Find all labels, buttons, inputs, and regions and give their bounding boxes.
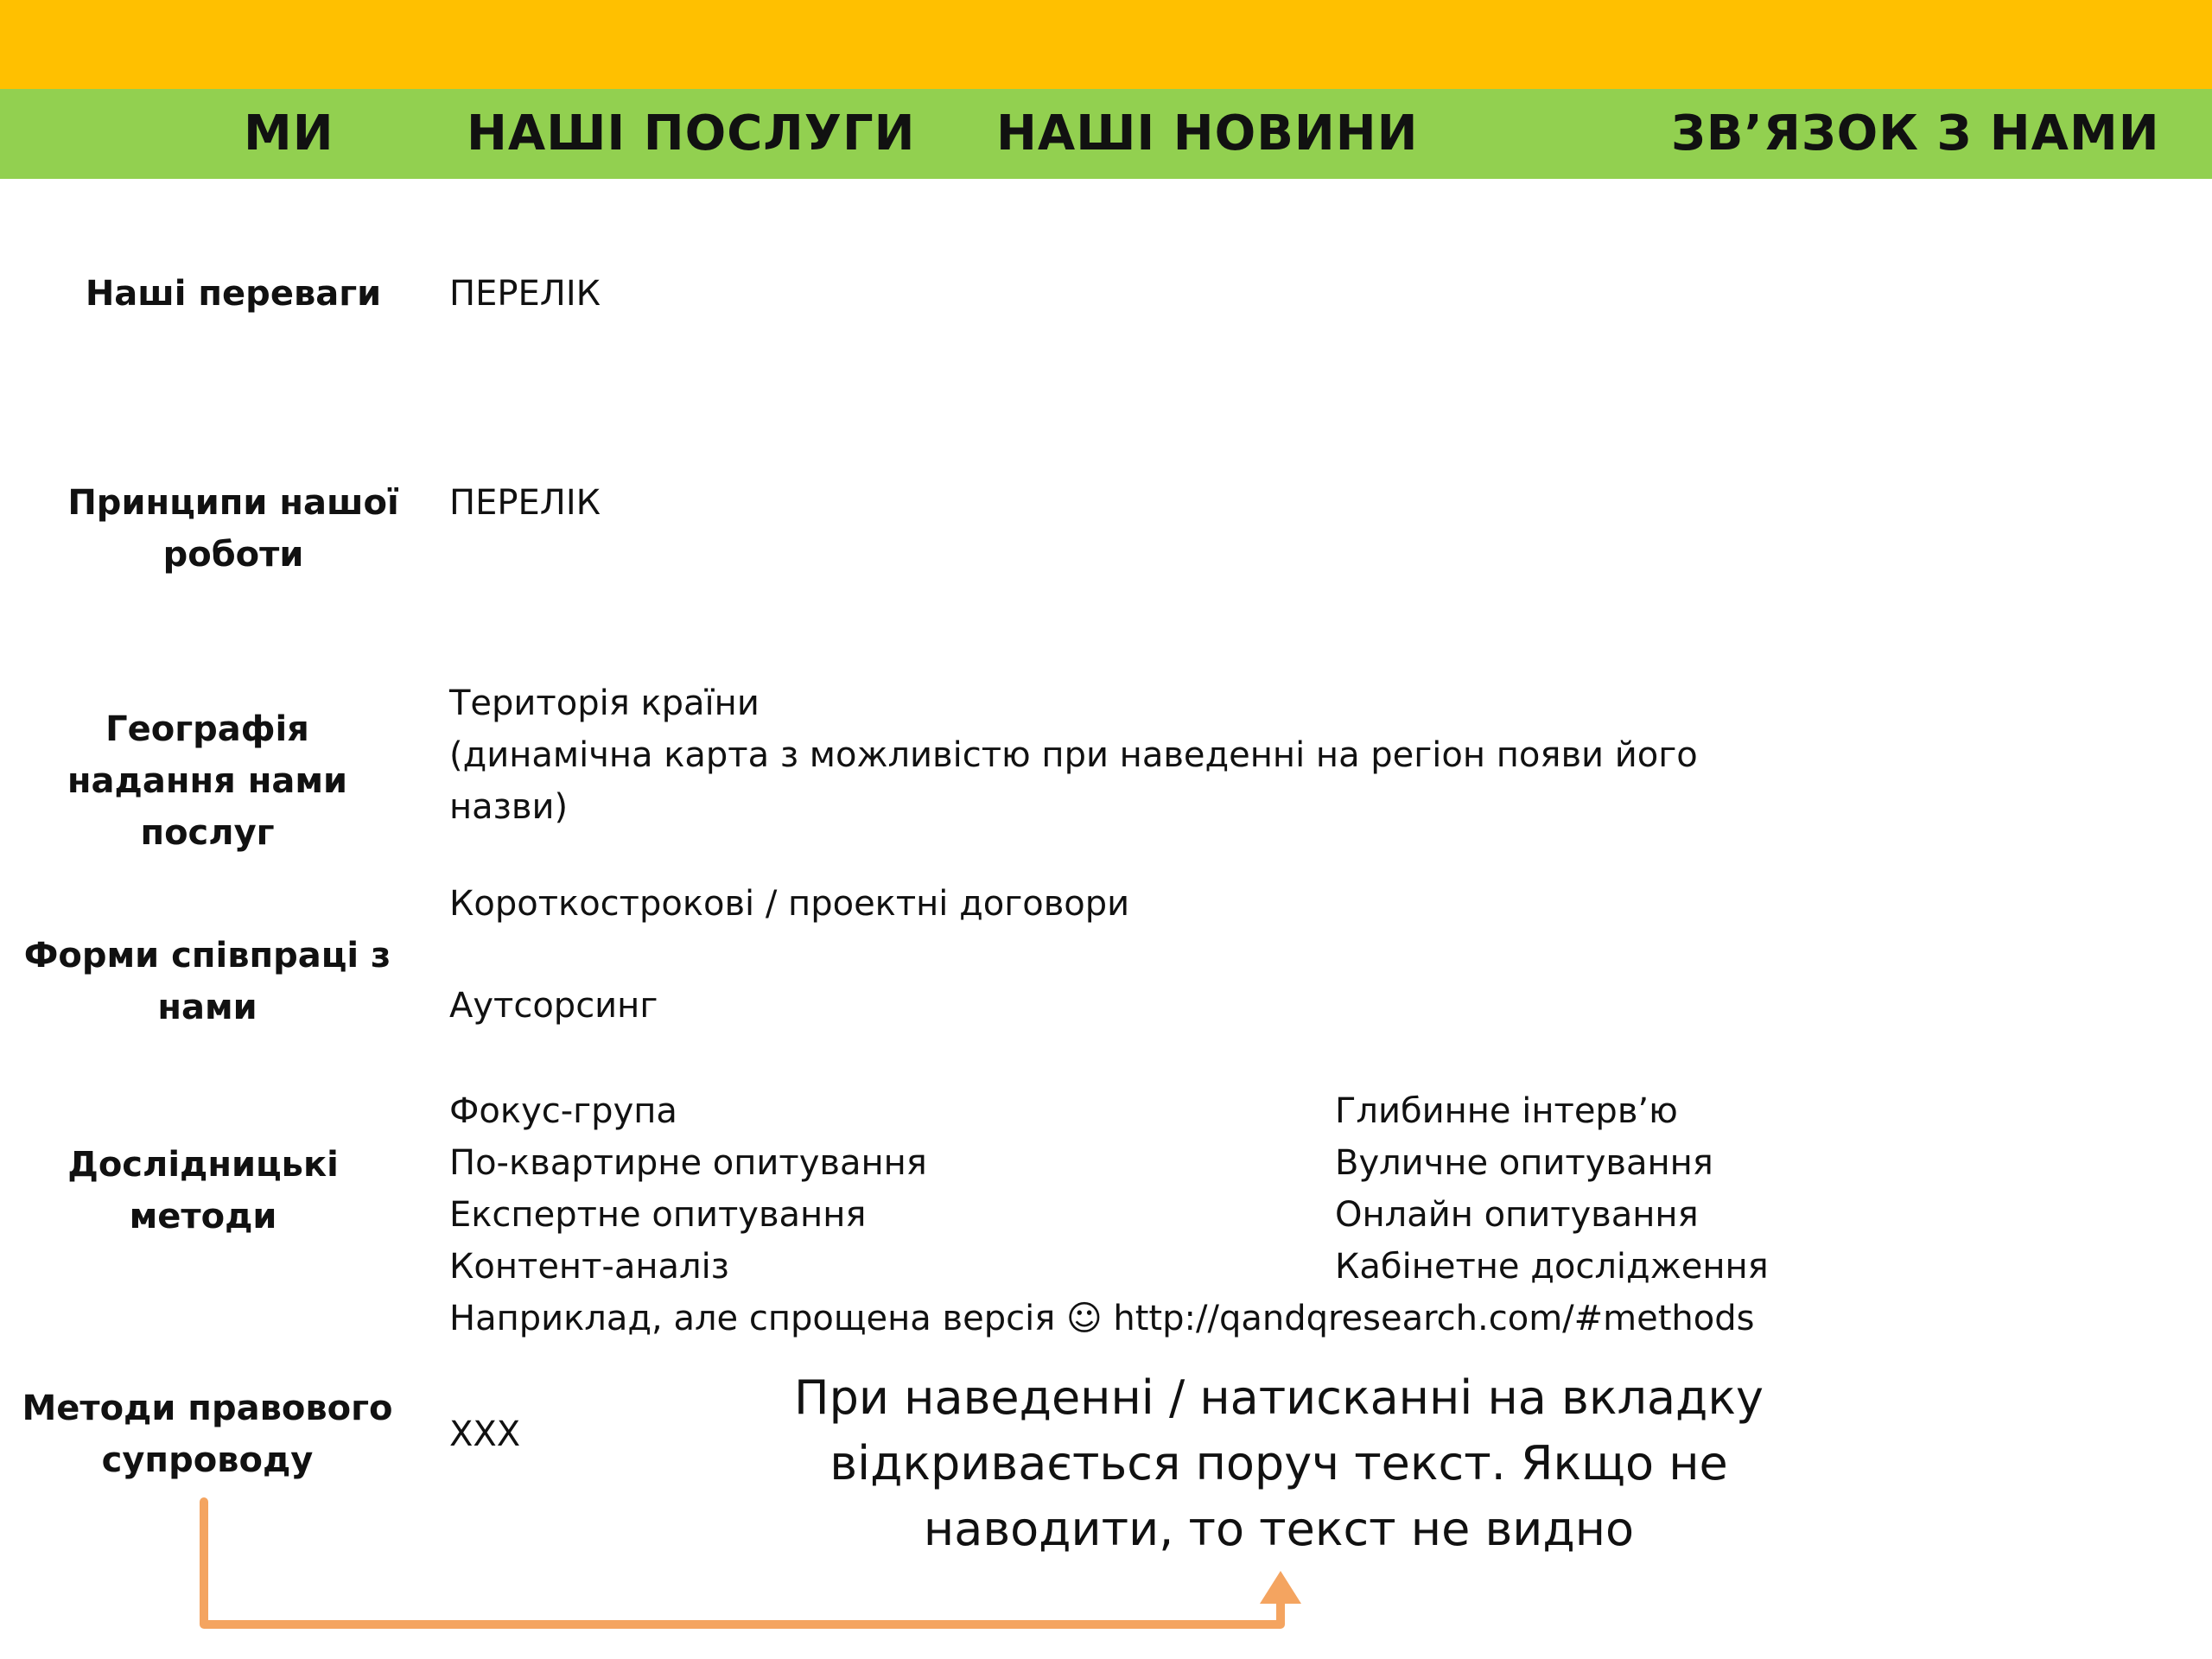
top-banner <box>0 0 2212 89</box>
method-item: Контент-аналіз <box>449 1247 729 1287</box>
method-item: По-квартирне опитування <box>449 1143 927 1183</box>
nav-item-news[interactable]: НАШІ НОВИНИ <box>996 105 1419 162</box>
tab-advantages[interactable]: Наші переваги <box>85 274 382 314</box>
hover-annotation: При наведенні / натисканні на вкладку відкривається поруч текст. Якщо не наводити, то текст не видно <box>794 1370 1764 1556</box>
methods-right-list <box>1335 1085 1769 1293</box>
cooperation-option-outsourcing: Аутсорсинг <box>449 986 658 1026</box>
method-item: Онлайн опитування <box>1335 1195 1699 1235</box>
principles-value: ПЕРЕЛІК <box>449 483 601 523</box>
geography-value: Територія країни <box>449 683 760 723</box>
arrow-head <box>1260 1571 1301 1604</box>
main-nav <box>0 89 2212 179</box>
methods-example-link[interactable]: Наприклад, але спрощена версія ☺ http://qandqresearch.com/#methods <box>449 1299 1755 1338</box>
advantages-value: ПЕРЕЛІК <box>449 274 601 314</box>
nav-item-about[interactable]: МИ <box>244 105 334 162</box>
method-item: Кабінетне дослідження <box>1335 1247 1769 1287</box>
nav-item-contact[interactable]: ЗВ’ЯЗОК З НАМИ <box>1671 105 2160 162</box>
tab-principles[interactable]: Принципи нашої роботи <box>67 483 399 575</box>
methods-left-list <box>449 1085 927 1293</box>
cooperation-option-short-term: Короткострокові / проектні договори <box>449 884 1130 924</box>
tab-legal[interactable]: Методи правового супроводу <box>22 1389 393 1480</box>
geography-map-note: (динамічна карта з можливістю при наведенні на регіон появи його назви) <box>449 735 1698 827</box>
method-item: Експертне опитування <box>449 1195 867 1235</box>
tab-methods[interactable]: Дослідницькі методи <box>67 1145 339 1236</box>
method-item: Вуличне опитування <box>1335 1143 1713 1183</box>
tab-cooperation[interactable]: Форми співпраці з нами <box>23 936 391 1027</box>
tab-geography[interactable]: Географія надання нами послуг <box>67 709 348 853</box>
method-item: Глибинне інтерв’ю <box>1335 1091 1678 1131</box>
method-item: Фокус-група <box>449 1091 677 1131</box>
nav-item-services[interactable]: НАШІ ПОСЛУГИ <box>467 105 916 162</box>
legal-value: ХХХ <box>449 1414 521 1454</box>
